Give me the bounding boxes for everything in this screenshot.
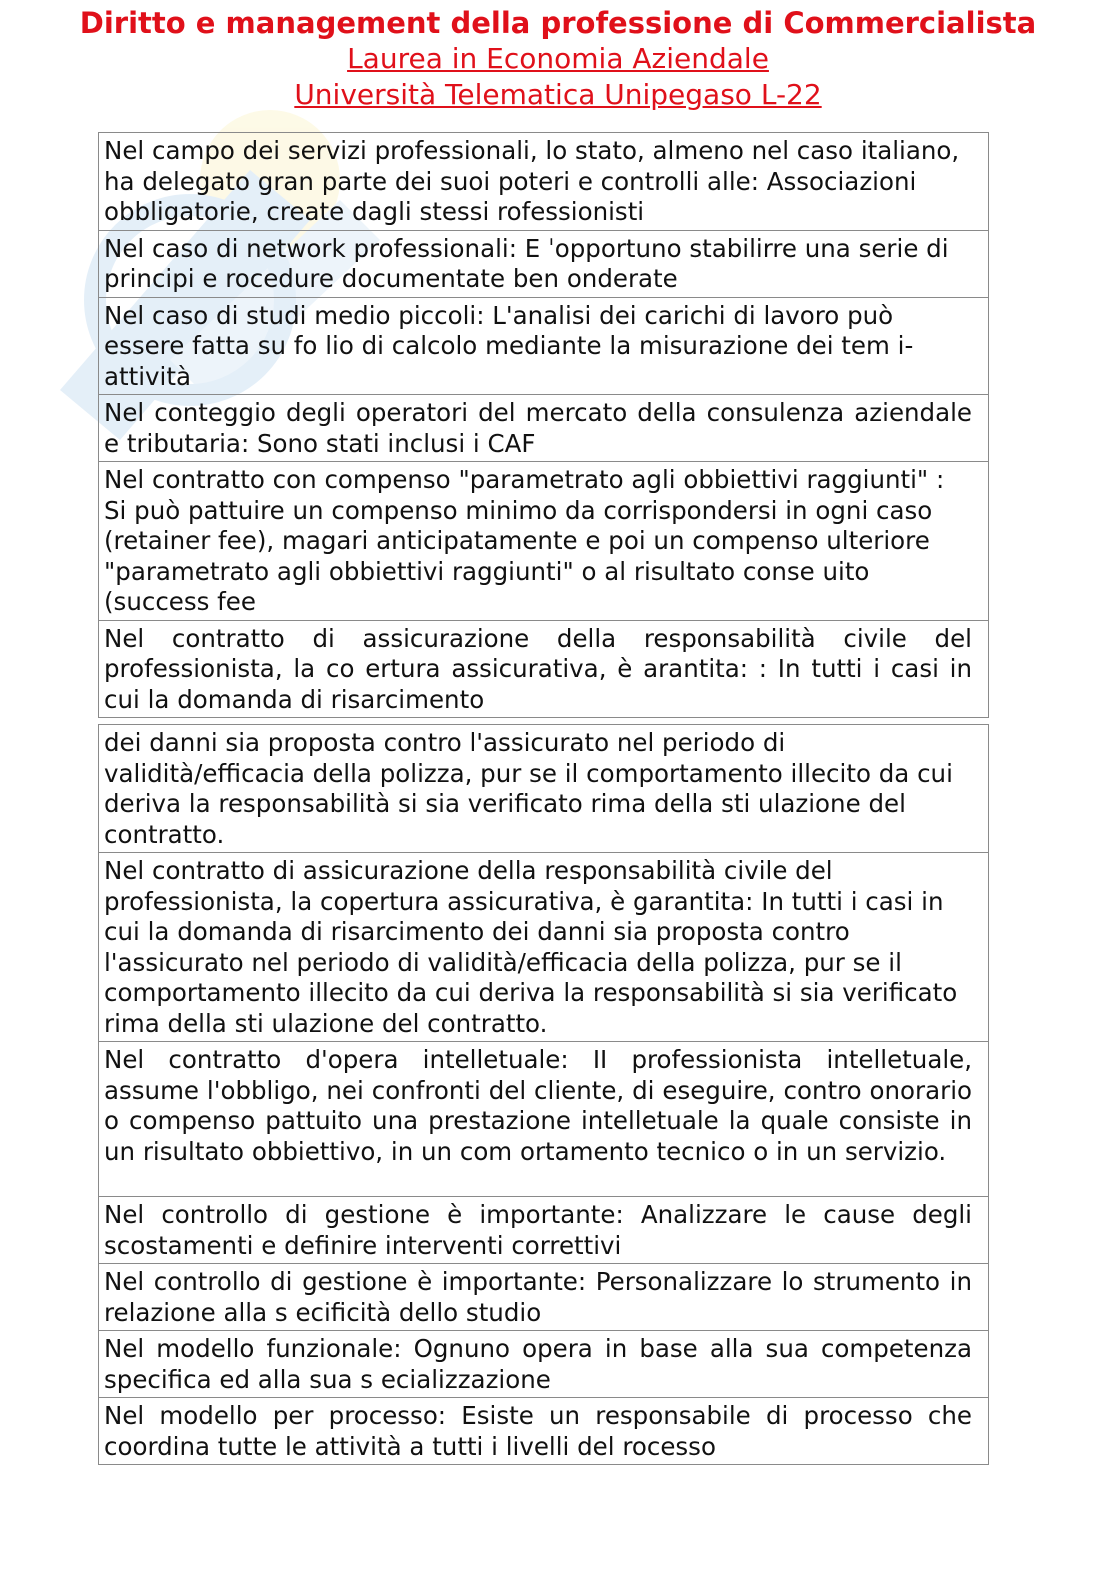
qa-cell: Nel campo dei servizi professionali, lo stato, almeno nel caso italiano, ha delegato gran parte dei suoi poteri e controlli alle: Associazioni obbligatorie, create dagli stessi rofessionisti bbox=[99, 133, 989, 231]
qa-cell: Nel contratto di assicurazione della responsabilità civile del professionista, la co ertura assicurativa, è arantita: : In tutti i casi in cui la domanda di risarcimento bbox=[99, 620, 989, 718]
qa-cell: Nel caso di studi medio piccoli: L'analisi dei carichi di lavoro può essere fatta su fo lio di calcolo mediante la misurazione dei tem i-attività bbox=[99, 297, 989, 395]
table-row bbox=[99, 1398, 989, 1465]
qa-cell: Nel conteggio degli operatori del mercato della consulenza aziendale e tributaria: Sono stati inclusi i CAF bbox=[99, 395, 989, 462]
table-row bbox=[99, 230, 989, 297]
table-row bbox=[99, 1264, 989, 1331]
table-row bbox=[99, 853, 989, 1042]
qa-cell: dei danni sia proposta contro l'assicurato nel periodo di validità/efficacia della polizza, pur se il comportamento illecito da cui deriva la responsabilità si sia verificato rima della sti ulazione del contratto. bbox=[99, 725, 989, 853]
qa-cell: Nel controllo di gestione è importante: Analizzare le cause degli scostamenti e definire interventi correttivi bbox=[99, 1197, 989, 1264]
table-row bbox=[99, 133, 989, 231]
page-header bbox=[0, 0, 1116, 113]
qa-cell: Nel contratto di assicurazione della responsabilità civile del professionista, la copertura assicurativa, è garantita: In tutti i casi in cui la domanda di risarcimento dei danni sia proposta contro l'assicurato nel periodo di validità/efficacia della polizza, pur se il comportamento illecito da cui deriva la responsabilità si sia verificato rima della sti ulazione del contratto. bbox=[99, 853, 989, 1042]
table-row bbox=[99, 297, 989, 395]
qa-table-1 bbox=[98, 132, 989, 718]
qa-cell: Nel controllo di gestione è importante: Personalizzare lo strumento in relazione alla s ecificità dello studio bbox=[99, 1264, 989, 1331]
course-link[interactable]: Laurea in Economia Aziendale bbox=[347, 42, 769, 75]
qa-cell: Nel contratto con compenso "parametrato agli obbiettivi raggiunti" : Si può pattuire un compenso minimo da corrispondersi in ogni caso (retainer fee), magari anticipatamente e poi un compenso ulteriore "parametrato agli obbiettivi raggiunti" o al risultato conse uito (success fee bbox=[99, 462, 989, 621]
table-row bbox=[99, 1331, 989, 1398]
document-title: Diritto e management della professione di Commercialista bbox=[79, 6, 1037, 40]
qa-cell: Nel contratto d'opera intelletuale: II professionista intelletuale, assume l'obbligo, nei confronti del cliente, di eseguire, contro onorario o compenso pattuito una prestazione intelletuale la quale consiste in un risultato obbiettivo, in un com ortamento tecnico o in un servizio. bbox=[99, 1042, 989, 1197]
table-row bbox=[99, 620, 989, 718]
university-link[interactable]: Università Telematica Unipegaso L-22 bbox=[294, 78, 822, 111]
table-row bbox=[99, 1197, 989, 1264]
qa-table-2 bbox=[98, 724, 989, 1465]
table-row bbox=[99, 725, 989, 853]
table-row bbox=[99, 395, 989, 462]
qa-cell: Nel caso di network professionali: E ˈopportuno stabilirre una serie di principi e rocedure documentate ben onderate bbox=[99, 230, 989, 297]
table-row bbox=[99, 1042, 989, 1197]
qa-cell: Nel modello per processo: Esiste un responsabile di processo che coordina tutte le attività a tutti i livelli del rocesso bbox=[99, 1398, 989, 1465]
qa-cell: Nel modello funzionale: Ognuno opera in base alla sua competenza specifica ed alla sua s ecializzazione bbox=[99, 1331, 989, 1398]
table-row bbox=[99, 462, 989, 621]
